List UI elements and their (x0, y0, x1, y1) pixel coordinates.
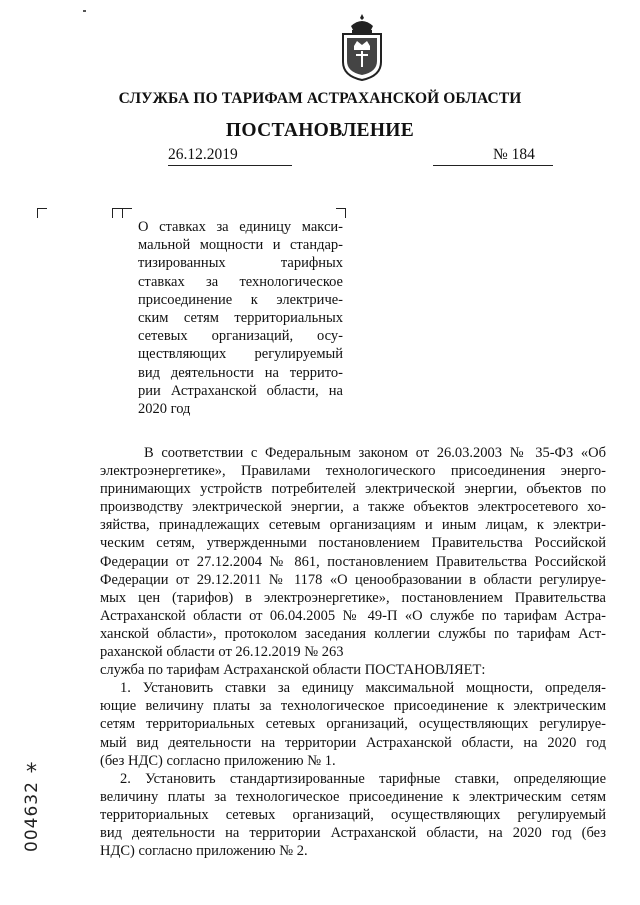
subject-line: О ставках за единицу макси- (138, 219, 343, 235)
body-line: Астраханской области от 06.04.2005 № 49-П «О службе по тарифам Астра- (100, 607, 606, 624)
subject-line: ским сетям территориальных (138, 310, 343, 327)
body-line: 1. Установить ставки за единицу максимальной мощности, определя- (120, 680, 606, 697)
body-line: (без НДС) согласно приложению № 1. (100, 752, 336, 769)
registration-number: 004632 (22, 781, 42, 852)
subject-corner-bracket (112, 208, 122, 218)
margin-asterisk: * (26, 760, 37, 785)
organization-name: СЛУЖБА ПО ТАРИФАМ АСТРАХАНСКОЙ ОБЛАСТИ (118, 90, 522, 107)
subject-corner-bracket (122, 208, 132, 218)
body-line: величину платы за технологическое присоединение к электрическим сетям (100, 788, 606, 805)
body-line: Федерации от 29.12.2011 № 1178 «О ценообразовании в области регулируе- (100, 571, 606, 588)
document-number: № 184 (493, 146, 535, 163)
subject-line: присоединение к электриче- (138, 291, 343, 308)
body-line: В соответствии с Федеральным законом от 26.03.2003 № 35-ФЗ «Об (144, 445, 606, 461)
body-line: зяйства, принадлежащих сетевым организациям и иным лицам, к электри- (100, 517, 606, 534)
body-line: вид деятельности на территории Астраханской области, на 2020 год (без (100, 824, 606, 841)
scan-speck (83, 10, 86, 12)
document-body (100, 444, 606, 860)
body-line: мый вид деятельности на территории Астраханской области, на 2020 год (100, 734, 606, 751)
document-subject (138, 218, 343, 418)
body-line: электроэнергетике», Правилами технологического присоединения энерго- (100, 463, 606, 480)
body-line: территориальных сетевых организаций, осуществляющих регулируемый (100, 806, 606, 823)
subject-line: 2020 год (138, 401, 191, 418)
body-line: сетям территориальных сетевых организаций, осуществляющих регулируе- (100, 716, 606, 733)
subject-line: тизированных тарифных (138, 255, 343, 272)
body-line: ческим сетям, утвержденными постановлением Правительства Российской (100, 535, 606, 552)
subject-line: ставках за технологическое (138, 273, 343, 290)
body-line: мых цен (тарифов) в электроэнергетике», постановлением Правительства (100, 589, 606, 606)
subject-line: рии Астраханской области, на (138, 382, 343, 399)
subject-line: вид деятельности на террито- (138, 364, 343, 381)
body-line: принимающих устройств потребителей электрической энергии, объектов по (100, 481, 606, 498)
subject-line: сетевых организаций, осу- (138, 328, 343, 345)
subject-corner-bracket-right (336, 208, 346, 218)
body-line: ющие величину платы за технологическое присоединение к электрическим (100, 698, 606, 715)
left-corner-bracket (37, 208, 47, 218)
body-line: Федерации от 27.12.2004 № 861, постановлением Правительства Российской (100, 553, 606, 570)
number-underline (433, 165, 553, 166)
body-line: производству электрической энергии, а также объектов электросетевого хо- (100, 499, 606, 516)
subject-line: ществляющих регулируемый (138, 346, 343, 363)
body-line: НДС) согласно приложению № 2. (100, 843, 308, 860)
document-date: 26.12.2019 (168, 146, 238, 163)
body-line: служба по тарифам Астраханской области ПОСТАНОВЛЯЕТ: (100, 662, 486, 679)
document-type-title: ПОСТАНОВЛЕНИЕ (225, 120, 415, 141)
body-line: ханской области», протоколом заседания коллегии службы по тарифам Аст- (100, 625, 606, 642)
date-underline (168, 165, 292, 166)
coat-of-arms-icon (339, 12, 385, 82)
registration-stamp (18, 762, 48, 852)
body-line: раханской области от 26.12.2019 № 263 (100, 644, 344, 661)
subject-line: мальной мощности и стандар- (138, 237, 343, 254)
body-line: 2. Установить стандартизированные тарифные ставки, определяющие (120, 770, 606, 787)
